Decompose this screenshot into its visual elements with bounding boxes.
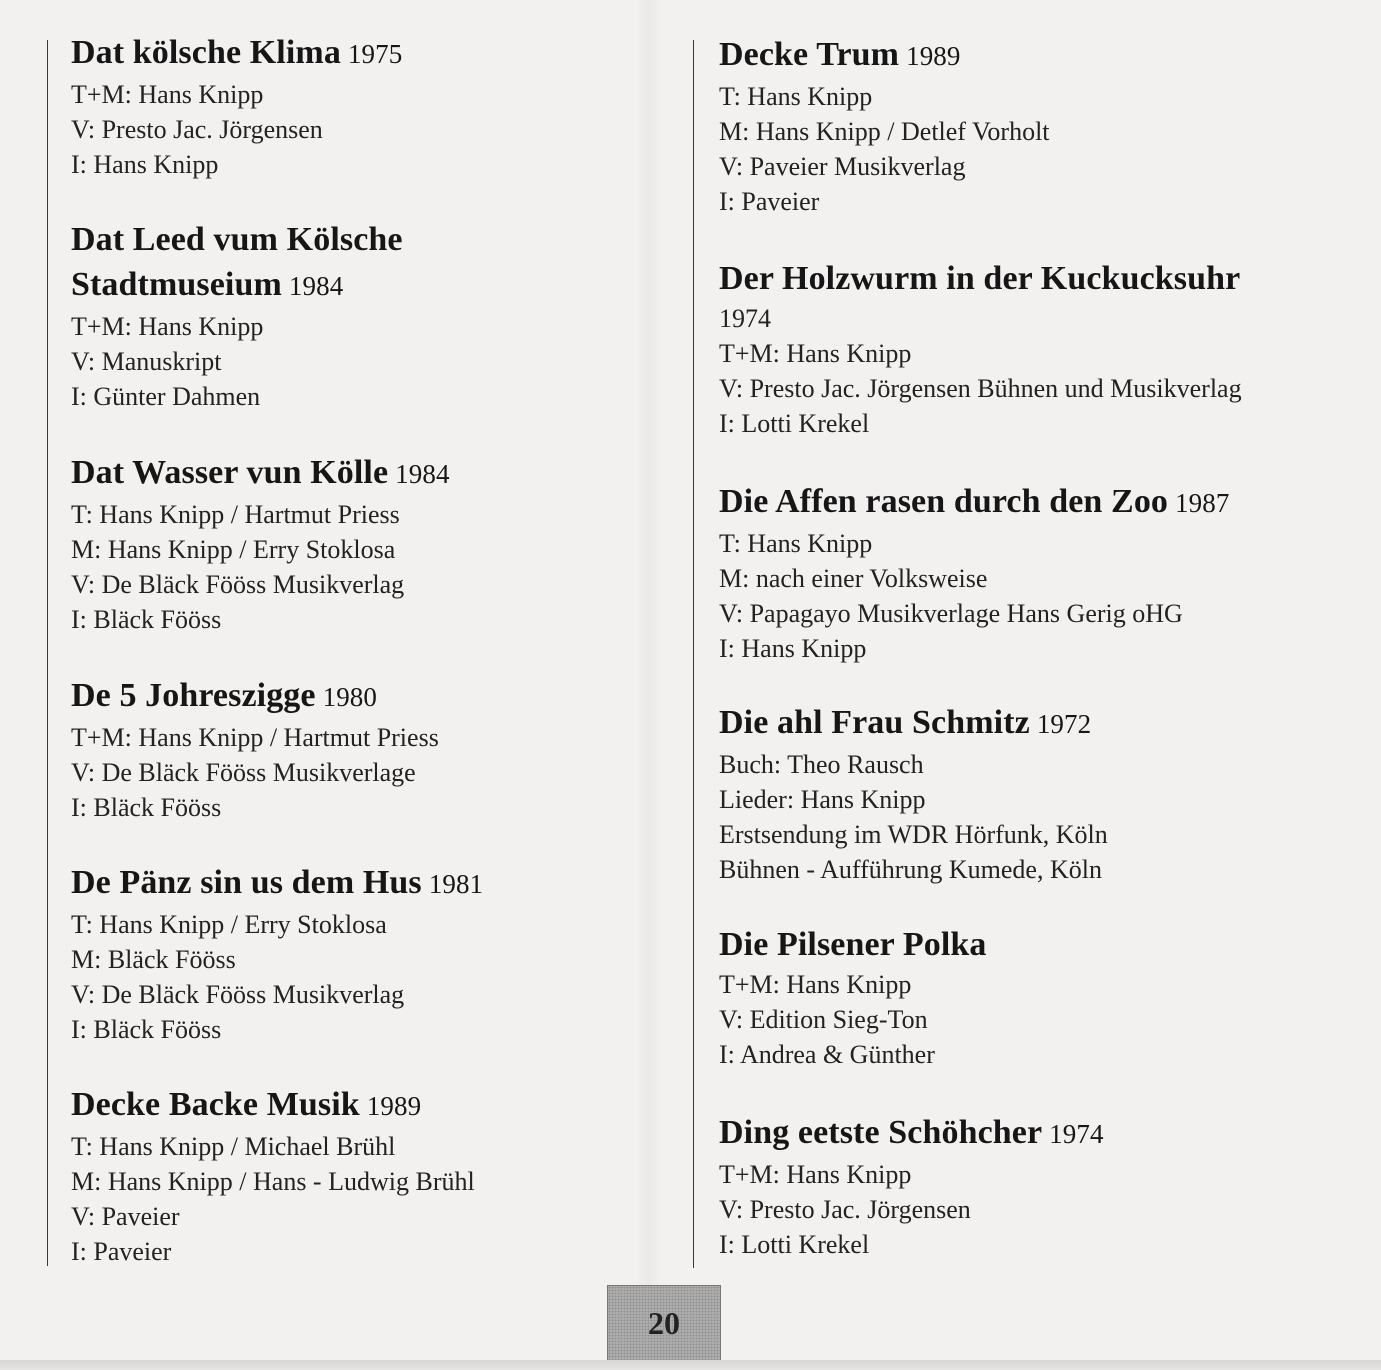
- credit-line: T+M: Hans Knipp / Hartmut Priess: [71, 723, 439, 752]
- credit-line: T+M: Hans Knipp: [719, 1160, 912, 1189]
- song-entry: [719, 479, 1229, 666]
- page-bottom-edge: [0, 1360, 1381, 1370]
- song-entry: [71, 30, 402, 182]
- song-title: Ding eetste Schöhcher 1974: [719, 1114, 1104, 1151]
- song-entry: [719, 256, 1242, 441]
- credit-line: V: Manuskript: [71, 347, 222, 376]
- credit-line: Bühnen - Aufführung Kumede, Köln: [719, 855, 1102, 884]
- song-title: Dat Wasser vun Kölle 1984: [71, 454, 450, 491]
- credit-line: V: De Bläck Fööss Musikverlag: [71, 570, 405, 599]
- song-entry: [71, 217, 403, 414]
- song-title: Dat kölsche Klima 1975: [71, 34, 403, 71]
- credit-line: I: Bläck Fööss: [71, 605, 222, 634]
- right-column-rule: [693, 40, 694, 1268]
- song-entry: [719, 32, 1050, 219]
- credit-line: I: Paveier: [71, 1237, 172, 1266]
- song-title: Die Pilsener Polka: [719, 926, 987, 963]
- credit-line: Buch: Theo Rausch: [719, 750, 924, 779]
- credit-line: T: Hans Knipp: [719, 529, 873, 558]
- credit-line: T: Hans Knipp / Hartmut Priess: [71, 500, 400, 529]
- song-year: 1975: [347, 39, 403, 69]
- page-number-box: [607, 1285, 721, 1361]
- song-entry: [719, 700, 1108, 887]
- song-year: 1984: [288, 271, 344, 301]
- credit-line: M: Hans Knipp / Hans - Ludwig Brühl: [71, 1167, 475, 1196]
- song-year: 1989: [906, 41, 961, 71]
- credit-line: T+M: Hans Knipp: [71, 80, 264, 109]
- credit-line: V: Presto Jac. Jörgensen: [719, 1195, 971, 1224]
- song-year: 1984: [395, 459, 450, 489]
- song-year: 1972: [1036, 709, 1092, 739]
- credit-line: I: Lotti Krekel: [719, 1230, 870, 1259]
- credit-line: M: nach einer Volksweise: [719, 564, 988, 593]
- song-title: Die Affen rasen durch den Zoo 1987: [719, 483, 1230, 520]
- credit-line: M: Hans Knipp / Detlef Vorholt: [719, 117, 1050, 146]
- song-entry: [71, 860, 483, 1047]
- credit-line: T: Hans Knipp / Erry Stoklosa: [71, 910, 387, 939]
- song-entry: [71, 1082, 475, 1269]
- song-entry: [71, 450, 450, 637]
- credit-line: T+M: Hans Knipp: [71, 312, 264, 341]
- credit-line: V: Edition Sieg-Ton: [719, 1005, 928, 1034]
- credit-line: T: Hans Knipp: [719, 82, 873, 111]
- credit-line: Erstsendung im WDR Hörfunk, Köln: [719, 820, 1108, 849]
- page-number: 20: [648, 1304, 680, 1341]
- credit-line: T+M: Hans Knipp: [719, 339, 912, 368]
- song-year: 1974: [719, 304, 771, 333]
- credit-line: T+M: Hans Knipp: [719, 970, 912, 999]
- credit-line: I: Bläck Fööss: [71, 1015, 222, 1044]
- credit-line: T: Hans Knipp / Michael Brühl: [71, 1132, 396, 1161]
- credit-line: I: Hans Knipp: [719, 634, 867, 663]
- song-year: 1974: [1049, 1119, 1104, 1149]
- song-entry: [719, 1110, 1104, 1262]
- song-title: Der Holzwurm in der Kuckucksuhr: [719, 260, 1241, 297]
- song-year: 1989: [366, 1091, 422, 1121]
- credit-line: Lieder: Hans Knipp: [719, 785, 926, 814]
- credit-line: V: Presto Jac. Jörgensen Bühnen und Musikverlag: [719, 374, 1242, 403]
- credit-line: V: Paveier Musikverlag: [719, 152, 966, 181]
- song-title: Dat Leed vum Kölsche: [71, 221, 403, 258]
- song-title: Decke Backe Musik 1989: [71, 1086, 422, 1123]
- page-fold-shadow: [636, 0, 662, 1290]
- song-title-continued: Stadtmuseium 1984: [71, 266, 344, 303]
- song-entry: [719, 922, 986, 1072]
- credit-line: I: Paveier: [719, 187, 820, 216]
- credit-line: V: Papagayo Musikverlage Hans Gerig oHG: [719, 599, 1183, 628]
- credit-line: V: Paveier: [71, 1202, 180, 1231]
- song-title: Decke Trum 1989: [719, 36, 961, 73]
- song-title: De 5 Johreszigge 1980: [71, 677, 377, 714]
- credit-line: I: Bläck Fööss: [71, 793, 222, 822]
- credit-line: I: Andrea & Günther: [719, 1040, 935, 1069]
- song-title: Die ahl Frau Schmitz 1972: [719, 704, 1092, 741]
- credit-line: V: Presto Jac. Jörgensen: [71, 115, 323, 144]
- credit-line: V: De Bläck Fööss Musikverlag: [71, 980, 405, 1009]
- credit-line: V: De Bläck Fööss Musikverlage: [71, 758, 416, 787]
- left-column-rule: [47, 40, 48, 1266]
- song-year: 1987: [1175, 488, 1230, 518]
- song-year: 1980: [322, 682, 377, 712]
- credit-line: I: Hans Knipp: [71, 150, 219, 179]
- credit-line: I: Günter Dahmen: [71, 382, 261, 411]
- credit-line: M: Hans Knipp / Erry Stoklosa: [71, 535, 396, 564]
- song-entry: [71, 673, 439, 825]
- credit-line: M: Bläck Fööss: [71, 945, 236, 974]
- song-title: De Pänz sin us dem Hus 1981: [71, 864, 484, 901]
- credit-line: I: Lotti Krekel: [719, 409, 870, 438]
- song-year: 1981: [428, 869, 484, 899]
